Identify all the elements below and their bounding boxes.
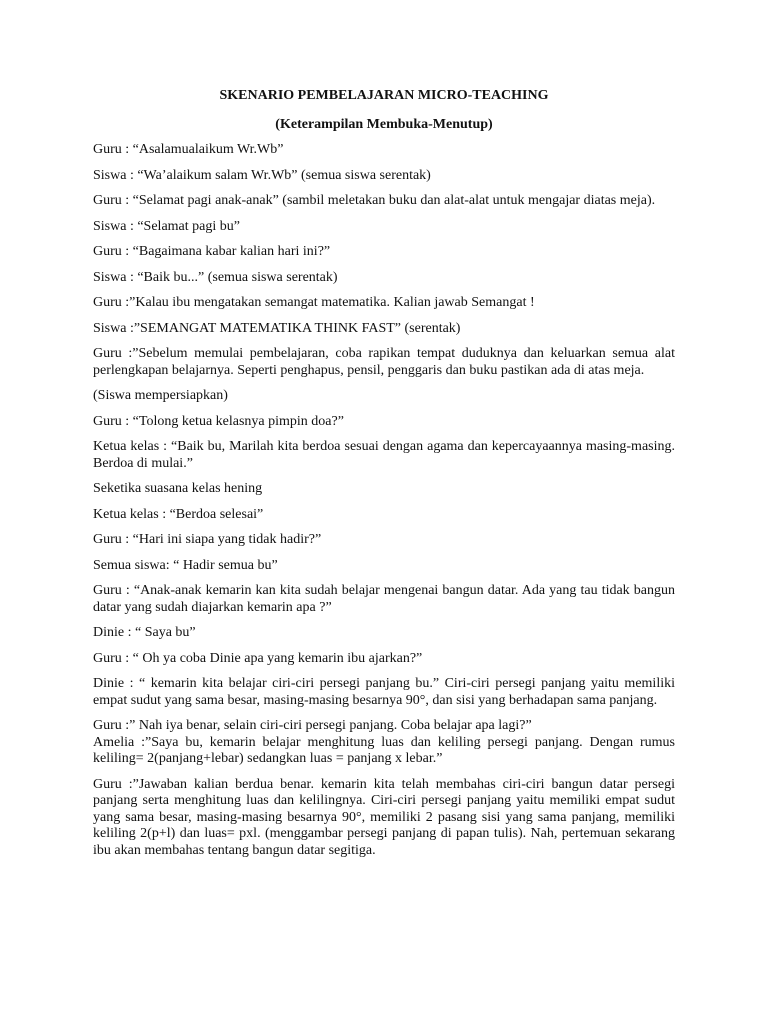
dialogue-line: Siswa :”SEMANGAT MATEMATIKA THINK FAST” (serentak) bbox=[93, 320, 461, 336]
dialogue-line: Dinie : “ Saya bu” bbox=[93, 625, 196, 640]
dialogue-line: Guru : “Selamat pagi anak-anak” (sambil meletakan buku dan alat-alat untuk mengajar diatas meja). bbox=[93, 193, 656, 208]
dialogue-line: Dinie : “ kemarin kita belajar ciri-ciri persegi panjang bu.” Ciri-ciri persegi panjang yaitu memiliki empat sudut yang sama besar, masing-masing besarnya 90°, dan sisi yang berhadapan sama panjang. bbox=[93, 676, 675, 708]
dialogue-line: Guru : “Asalamualaikum Wr.Wb” bbox=[93, 142, 284, 157]
dialogue-line: Guru : “Hari ini siapa yang tidak hadir?” bbox=[93, 532, 322, 547]
dialogue-line: Semua siswa: “ Hadir semua bu” bbox=[93, 557, 278, 573]
dialogue-line: Guru :”Kalau ibu mengatakan semangat matematika. Kalian jawab Semangat ! bbox=[93, 295, 535, 310]
dialogue-line: Ketua kelas : “Berdoa selesai” bbox=[93, 506, 264, 522]
dialogue-line: Siswa : “Selamat pagi bu” bbox=[93, 218, 240, 234]
dialogue-line: Guru : “Anak-anak kemarin kan kita sudah belajar mengenai bangun datar. Ada yang tau tidak bangun datar yang sudah diajarkan kemarin apa ?” bbox=[93, 583, 675, 615]
dialogue-line: Siswa : “Baik bu...” (semua siswa serentak) bbox=[93, 269, 338, 285]
dialogue-line: Guru : “Tolong ketua kelasnya pimpin doa?” bbox=[93, 413, 344, 429]
dialogue-line: Siswa : “Wa’alaikum salam Wr.Wb” (semua siswa serentak) bbox=[93, 167, 431, 183]
dialogue-line: Ketua kelas : “Baik bu, Marilah kita berdoa sesuai dengan agama dan kepercayaannya masing-masing. Berdoa di mulai.” bbox=[93, 439, 675, 471]
dialogue-line: (Siswa mempersiapkan) bbox=[93, 388, 228, 403]
document-title: SKENARIO PEMBELAJARAN MICRO-TEACHING bbox=[219, 88, 549, 103]
dialogue-line: Guru : “ Oh ya coba Dinie apa yang kemarin ibu ajarkan?” bbox=[93, 650, 423, 666]
dialogue-line: Amelia :”Saya bu, kemarin belajar menghitung luas dan keliling persegi panjang. Dengan rumus keliling= 2(panjang+lebar) sedangkan luas = panjang x lebar.” bbox=[93, 734, 675, 766]
dialogue-line: Guru : “Bagaimana kabar kalian hari ini?” bbox=[93, 244, 331, 259]
dialogue-line: Guru :” Nah iya benar, selain ciri-ciri persegi panjang. Coba belajar apa lagi?” bbox=[93, 718, 532, 733]
document-subtitle: (Keterampilan Membuka-Menutup) bbox=[275, 116, 493, 132]
dialogue-line: Guru :”Sebelum memulai pembelajaran, coba rapikan tempat duduknya dan keluarkan semua alat perlengkapan belajarnya. Seperti penghapus, pensil, penggaris dan buku pastikan ada di atas meja. bbox=[93, 346, 675, 378]
dialogue-line: Guru :”Jawaban kalian berdua benar. kemarin kita telah membahas ciri-ciri bangun datar persegi panjang serta menghitung luas dan kelilingnya. Ciri-ciri persegi panjang yaitu memiliki empat sudut yang sama besar, masing-masing besarnya 90°, memiliki 2 pasang sisi yang sama panjang, memiliki keliling 2(p+l) dan luas= pxl. (menggambar persegi panjang di papan tulis). Nah, pertemuan sekarang ibu akan membahas tentang bangun datar segitiga. bbox=[93, 776, 675, 858]
document-page bbox=[93, 88, 675, 868]
dialogue-line: Seketika suasana kelas hening bbox=[93, 481, 263, 496]
